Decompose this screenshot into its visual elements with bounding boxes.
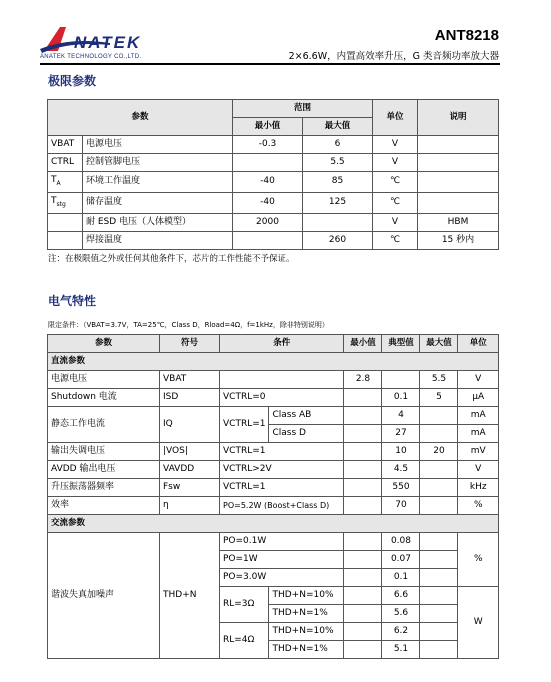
table-row: AVDD 输出电压 VAVDD VCTRL>2V 4.5 V	[48, 461, 499, 479]
table-row: PO=3.0W 0.1	[48, 569, 499, 587]
table-row: 谐波失真加噪声 THD+N PO=0.1W 0.08 %	[48, 533, 499, 551]
table-row: RL=3Ω THD+N=10% 6.6 W	[48, 587, 499, 605]
abs-max-footnote: 注：在极限值之外或任何其他条件下，芯片的工作性能不予保证。	[48, 254, 295, 264]
table-row: $T_A$ 环境工作温度 -40 85 ℃	[48, 172, 499, 193]
logo-wordmark: NATEK	[74, 33, 142, 52]
header-rule	[40, 63, 500, 65]
table-row: $T_{stg}$ 储存温度 -40 125 ℃	[48, 192, 499, 213]
th-param: 参数	[48, 100, 233, 136]
test-conditions: 限定条件：（VBAT=3.7V，TA=25℃，Class D，Rload=4Ω，f=1kHz，除非特别说明）	[48, 321, 329, 329]
part-description: 2×6.6W，内置高效率升压，G 类音频功率放大器	[288, 51, 499, 62]
table-row: CTRL 控制管脚电压 5.5 V	[48, 154, 499, 172]
table-row: THD+N=1% 5.6	[48, 605, 499, 623]
table-row: RL=4Ω THD+N=10% 6.2	[48, 623, 499, 641]
table-row: 焊接温度 260 ℃ 15 秒内	[48, 231, 499, 249]
part-number: ANT8218	[434, 27, 499, 44]
group-dc: 直流参数	[48, 353, 499, 371]
section-title-abs-max: 极限参数	[48, 74, 97, 88]
table-row: 耐 ESD 电压（人体模型） 2000 V HBM	[48, 213, 499, 231]
table-row: Shutdown 电流 ISD VCTRL=0 0.1 5 μA	[48, 389, 499, 407]
table-row: THD+N=1% 5.1	[48, 641, 499, 659]
table-row: 静态工作电流 IQ VCTRL=1 Class AB 4 mA	[48, 407, 499, 425]
table-row: PO=1W 0.07	[48, 551, 499, 569]
th-min: 最小值	[233, 118, 303, 136]
electrical-table: 参数 符号 条件 最小值 典型值 最大值 单位 直流参数 电源电压 VBAT 2.8 5.5 V Shutdown 电流 ISD VCTRL=0 0.1 5 μA 静态工作电流 IQ VCTRL=1 Class AB 4 mA Class D 27 mA 输出失调电压 |VOS| VCTRL=1 10 20 mV AVDD 输出电压 VAVDD VCTRL>2V 4.5 V 升压振荡器频率 Fsw VCTRL=1 550 kHz 效率 η PO=5.2W (Boost+Class D) 70 % 交流参数 谐波失真加噪声 THD+N PO=0.1W 0.08 % PO=1W 0.07 PO=3.0W 0.1 RL=3Ω THD+N=10% 6.6 W THD+N=1% 5.6 RL=4Ω THD+N=10% 6.2 THD+N=1% 5.1	[47, 334, 499, 659]
logo-company-name: ANATEK TECHNOLOGY CO.,LTD.	[40, 54, 142, 60]
table-row: 输出失调电压 |VOS| VCTRL=1 10 20 mV	[48, 443, 499, 461]
section-title-electrical: 电气特性	[48, 294, 97, 308]
th-unit: 单位	[373, 100, 418, 136]
table-row: 升压振荡器频率 Fsw VCTRL=1 550 kHz	[48, 479, 499, 497]
th-max: 最大值	[303, 118, 373, 136]
th-range: 范围	[233, 100, 373, 118]
table-row: Class D 27 mA	[48, 425, 499, 443]
group-ac: 交流参数	[48, 515, 499, 533]
table-row: 电源电压 VBAT 2.8 5.5 V	[48, 371, 499, 389]
abs-max-table	[47, 99, 499, 250]
table-row: VBAT 电源电压 -0.3 6 V	[48, 136, 499, 154]
table-row: 效率 η PO=5.2W (Boost+Class D) 70 %	[48, 497, 499, 515]
th-note: 说明	[418, 100, 499, 136]
